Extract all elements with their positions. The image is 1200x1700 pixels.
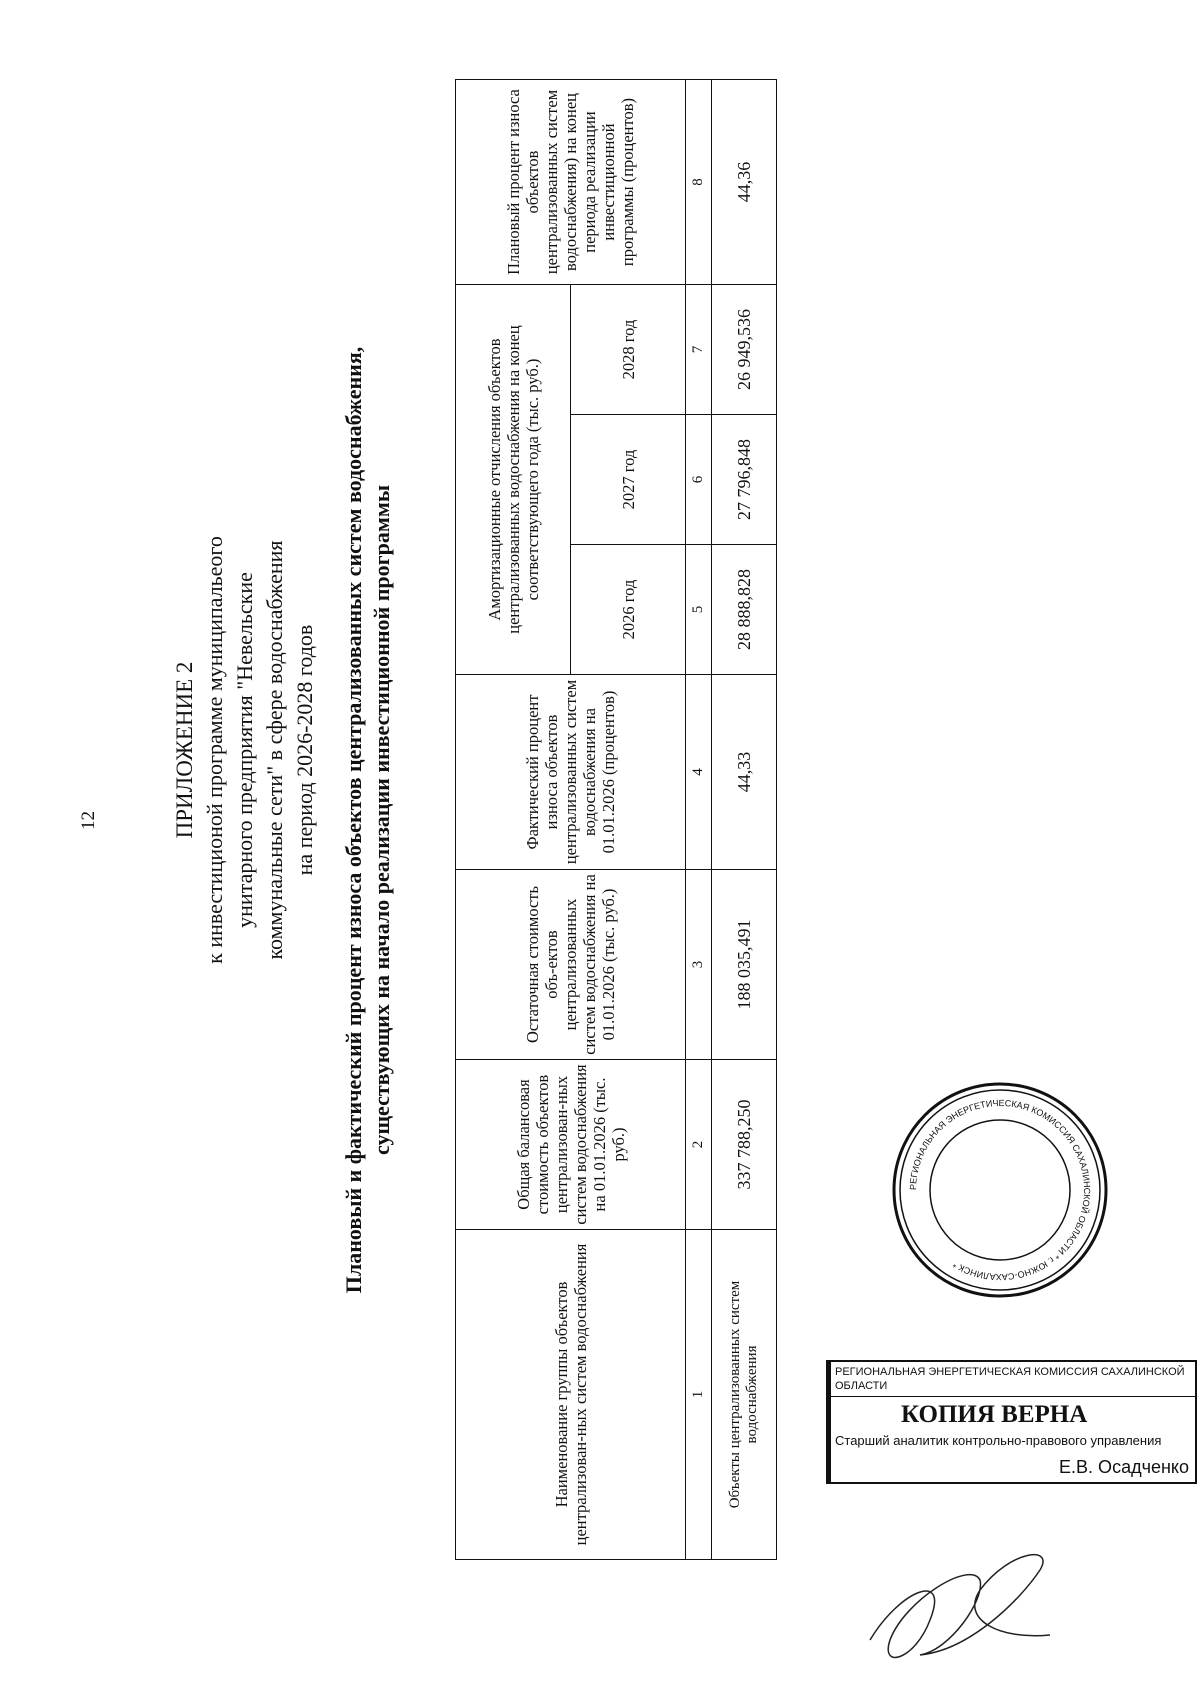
title-line: существующих на начало реализации инвестиционной программы xyxy=(369,485,394,1156)
stamp-position: Старший аналитик контрольно-правового управления xyxy=(835,1433,1162,1448)
header-group-name: Наименование группы объектов централизован-ных систем водоснабжения xyxy=(456,1230,686,1560)
cell-amort-2027: 27 796,848 xyxy=(712,415,777,545)
column-number: 4 xyxy=(686,675,712,870)
header-amortization: Амортизационные отчисления объектов централизованных водоснабжения на конец соответствующего года (тыс. руб.) xyxy=(456,285,571,675)
svg-text:РЕГИОНАЛЬНАЯ ЭНЕРГЕТИЧЕСКАЯ КО xyxy=(908,1098,1092,1282)
header-planned-wear: Плановый процент износа объектов централизованных систем водоснабжения) на конец периода реализации инвестиционной программы (процентов) xyxy=(456,80,686,285)
header-line: унитарного предприятия "Невельские xyxy=(232,572,257,928)
cell-residual-cost: 188 035,491 xyxy=(712,870,777,1060)
column-number: 8 xyxy=(686,80,712,285)
column-number: 3 xyxy=(686,870,712,1060)
appendix-header xyxy=(170,300,320,1200)
cell-amort-2028: 26 949,536 xyxy=(712,285,777,415)
header-residual-cost: Остаточная стоимость объ-ектов централизованных систем водоснабжения на 01.01.2026 (тыс. руб.) xyxy=(456,870,686,1060)
cell-amort-2026: 28 888,828 xyxy=(712,545,777,675)
stamp-org: РЕГИОНАЛЬНАЯ ЭНЕРГЕТИЧЕСКАЯ КОМИССИЯ САХАЛИНСКОЙ ОБЛАСТИ xyxy=(831,1362,1195,1397)
title-line: Плановый и фактический процент износа объектов централизованных систем водоснабжения, xyxy=(341,346,366,1294)
stamp-name: Е.В. Осадченко xyxy=(1059,1457,1189,1477)
document-title xyxy=(340,90,396,1550)
header-2028: 2028 год xyxy=(571,285,686,415)
header-2026: 2026 год xyxy=(571,545,686,675)
cell-planned-wear: 44,36 xyxy=(712,80,777,285)
header-2027: 2027 год xyxy=(571,415,686,545)
header-line: коммунальные сети" в сфере водоснабжения xyxy=(262,540,287,960)
stamp-copy-label: КОПИЯ ВЕРНА xyxy=(901,1401,1088,1428)
header-actual-wear: Фактический процент износа объектов централизованных систем водоснабжения на 01.01.2026 (процентов) xyxy=(456,675,686,870)
page-number: 12 xyxy=(78,811,99,830)
certified-copy-stamp xyxy=(826,1360,1197,1484)
cell-actual-wear: 44,33 xyxy=(712,675,777,870)
column-number: 5 xyxy=(686,545,712,675)
header-line: на период 2026-2028 годов xyxy=(292,624,317,876)
header-balance-cost: Общая балансовая стоимость объектов централизован-ных систем водоснабжения на 01.01.2026 (тыс. руб.) xyxy=(456,1060,686,1230)
column-number: 6 xyxy=(686,415,712,545)
seal-text: РЕГИОНАЛЬНАЯ ЭНЕРГЕТИЧЕСКАЯ КОМИССИЯ САХАЛИНСКОЙ ОБЛАСТИ * г. ЮЖНО-САХАЛИНСК * xyxy=(907,1097,1093,1283)
column-numbers-row xyxy=(686,80,712,1560)
signature-icon xyxy=(860,1530,1060,1670)
cell-group-name: Объекты централизованных систем водоснабжения xyxy=(712,1230,777,1560)
column-number: 2 xyxy=(686,1060,712,1230)
round-seal-icon xyxy=(890,1080,1110,1300)
appendix-title: ПРИЛОЖЕНИЕ 2 xyxy=(172,661,197,839)
cell-balance-cost: 337 788,250 xyxy=(712,1060,777,1230)
wear-table xyxy=(455,79,777,1560)
header-line: к инвестиционой программе муниципальеого xyxy=(202,536,227,964)
column-number: 7 xyxy=(686,285,712,415)
column-number: 1 xyxy=(686,1230,712,1560)
table-row xyxy=(712,80,777,1560)
